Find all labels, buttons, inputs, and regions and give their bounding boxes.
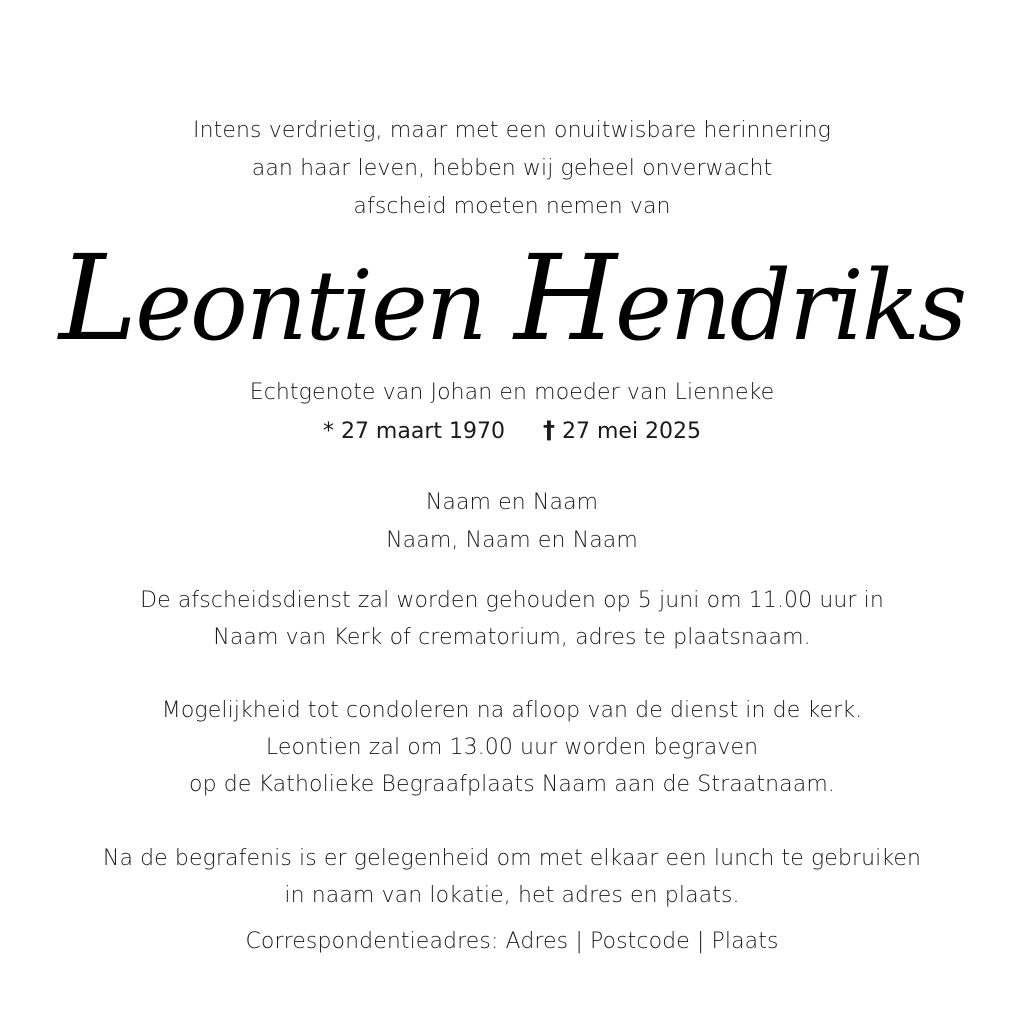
- relatives-line-2: Naam, Naam en Naam: [386, 528, 638, 553]
- service-line-2: Naam van Kerk of crematorium, adres te plaatsnaam.: [213, 625, 811, 650]
- intro-line-1: Intens verdrietig, maar met een onuitwisbare herinnering: [193, 118, 831, 143]
- relation-line: Echtgenote van Johan en moeder van Lienneke: [249, 380, 775, 405]
- correspondence-address: Correspondentieadres: Adres | Postcode | Plaats: [245, 929, 779, 954]
- name-first-rest: eontien: [135, 250, 486, 362]
- condolence-line-2: Leontien zal om 13.00 uur worden begraven: [265, 735, 759, 760]
- birth-date: * 27 maart 1970: [322, 419, 505, 444]
- relatives-line-1: Naam en Naam: [425, 490, 599, 515]
- name-initial-last: H: [514, 229, 615, 367]
- lunch-line-2: in naam van lokatie, het adres en plaats.: [284, 883, 740, 908]
- deceased-name: [0, 229, 1024, 367]
- name-initial-first: L: [58, 229, 136, 367]
- death-date: 27 mei 2025: [561, 419, 702, 444]
- name-last-rest: endriks: [615, 250, 966, 362]
- lunch-line-1: Na de begrafenis is er gelegenheid om met elkaar een lunch te gebruiken: [102, 846, 922, 871]
- life-dates: [0, 416, 1024, 446]
- cross-icon: †: [542, 416, 555, 444]
- condolence-line-3: op de Katholieke Begraafplaats Naam aan de Straatnaam.: [189, 772, 835, 797]
- intro-line-3: afscheid moeten nemen van: [353, 194, 671, 219]
- intro-line-2: aan haar leven, hebben wij geheel onverwacht: [251, 156, 773, 181]
- condolence-line-1: Mogelijkheid tot condoleren na afloop van de dienst in de kerk.: [161, 698, 863, 723]
- service-line-1: De afscheidsdienst zal worden gehouden op 5 juni om 11.00 uur in: [140, 588, 884, 613]
